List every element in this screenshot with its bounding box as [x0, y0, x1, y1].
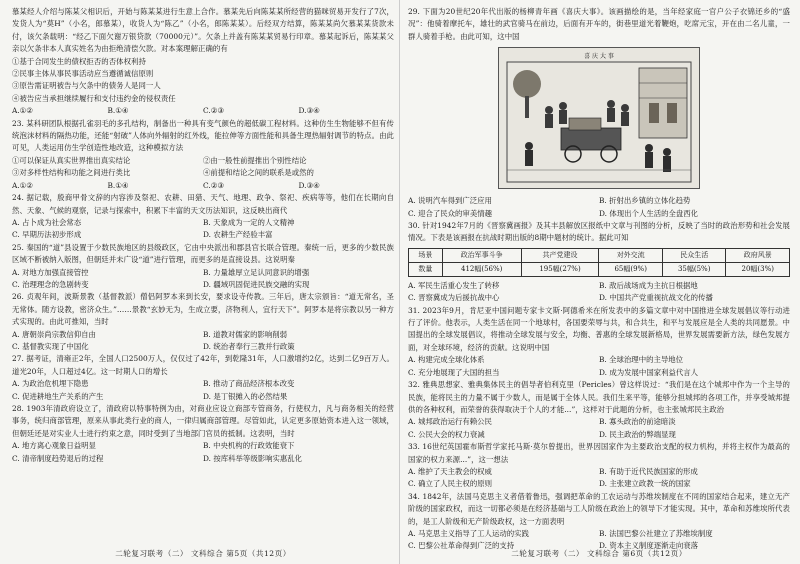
q25-options-row1	[12, 267, 394, 279]
q25-options-row2	[12, 279, 394, 291]
q31-option-a: A. 构建完成全球化体系	[408, 355, 485, 365]
q27-option-b: B. 推动了商品经济根本改变	[203, 379, 295, 389]
question-26: 26. 贞观年间，波斯景教（基督教派）僧侣阿罗本来到长安，要求设寺传教。三年后，唐太宗颁旨：“道无常名，圣无常体。随方设教，密济众生。”……景教“玄妙无为，生成立要，济物利人，宜行天下”。阿罗本是将宗教以另一种方式实现的。由此可推知，当时	[12, 292, 394, 327]
question-24: 24. 据记载，殷商甲骨文辞的内容涉及祭祀、农耕、田猎、天气、地理、政争、祭祀、疾病等等，他们在长期向自然、天象、气候的观察，记录与探索中，积累下丰富的天文历法知识，这反映出商代	[12, 193, 394, 215]
table-header-cell: 对外交流	[599, 248, 663, 262]
question-25: 25. 秦国的“道”县设置于少数民族地区的县级政区，它由中央派出和郡县官长联合管理。秦统一后，更多的少数民族区域不断被纳入版图，但朝廷并未广设“道”进行管理，而更多的是直接设县。这说明秦	[12, 242, 394, 265]
question-28: 28. 1903年清政府设立了，清政府以特事特例为由，对商业应设立商部专管商务，行使权力，凡与商务相关的经营事务，统归商部管理，原来从事此类行业的商人，一律归属商部管理。尽管如此，认定更多原始资本进入这一领域，但朝廷还是对实业人士进行约束之意，同时受到了当地部门官员的抵制。这表明，当时	[12, 404, 394, 438]
q30-table	[408, 248, 790, 277]
q34-option-b: B. 法国巴黎公社建立了苏维埃制度	[599, 528, 713, 538]
table-cell: 412幅(56%)	[442, 262, 521, 276]
table-cell: 数量	[409, 262, 443, 276]
figure-caption: 喜 庆 大 事	[584, 53, 614, 61]
q23-options	[12, 180, 394, 192]
woodblock-illustration	[499, 48, 699, 188]
q32-option-a: A. 城邦政治运行有赖公民	[408, 417, 492, 427]
right-page-footer: 二轮复习联考（二） 文科综合 第6页（共12页）	[511, 549, 687, 558]
q28-option-d: D. 按库科举等级影响实惠乱化	[203, 453, 303, 463]
q26-options-row2	[12, 341, 394, 353]
q22-item-1: ①基于合同发生的债权拒否的否体权利持	[12, 56, 146, 66]
q32-option-b: B. 寡头政治的前途暗淡	[599, 417, 676, 427]
page-left	[12, 6, 394, 540]
q25-option-d: D. 疆域巩固促进民族交融的实现	[203, 279, 310, 289]
q30-option-a: A. 军民生活重心发生了转移	[408, 280, 500, 290]
q29-option-d: D. 体现出个人生活的全盘西化	[599, 208, 699, 218]
q29-option-c: C. 迎合了民众的审美情趣	[408, 208, 492, 218]
q22-option-b: B.①④	[107, 106, 129, 116]
q24-options-row2	[12, 229, 394, 241]
q33-option-a: A. 维护了天主教会的权威	[408, 466, 492, 476]
table-header-cell: 共产党建设	[521, 248, 599, 262]
q33-options-row1	[408, 466, 790, 478]
q23-item-3: ③对多样性结构和功能之间进行类比	[12, 168, 131, 178]
q22-item-2: ②民事主体从事民事活动应当遵循诚信原则	[12, 69, 154, 79]
question-27: 27. 据考证，清雍正2年，全国人口2500万人，仅仅过了42年，到乾隆31年，人口激增约2亿，达到二亿9百万人。道光20年，人口超过4亿。这一时期人口的增长	[12, 354, 394, 376]
q24-option-b: B. 天象成为一定的人文精神	[203, 217, 295, 227]
left-page-footer: 二轮复习联考（二） 文科综合 第5页（共12页）	[115, 549, 291, 558]
q24-option-c: C. 早期历法初步形成	[12, 230, 82, 240]
q33-option-c: C. 确立了人民主权的原则	[408, 479, 492, 489]
page-divider	[399, 0, 400, 564]
q33-option-d: D. 主张建立政教一统的国家	[599, 479, 691, 489]
q28-option-c: C. 清帝制度趋势退后的过程	[12, 453, 104, 463]
q23-option-d: D.③④	[298, 180, 320, 190]
table-cell: 65幅(9%)	[599, 262, 663, 276]
q34-option-a: A. 马克思主义指导了工人运动的实践	[408, 528, 529, 538]
q23-item-4: ④前提和结论之间的联系是或然的	[203, 168, 314, 178]
q22-option-a: A.①②	[12, 106, 33, 116]
q23-items-row1	[12, 155, 394, 167]
q23-item-1: ①可以保证从真实世界推出真实结论	[12, 155, 131, 165]
page-right	[408, 6, 790, 551]
q23-option-a: A.①②	[12, 180, 33, 190]
q30-option-c: C. 晋察冀成为后援抗战中心	[408, 293, 500, 303]
new-year-painting-figure	[498, 47, 700, 189]
q27-option-c: C. 促进耕地生产关系的产生	[12, 391, 104, 401]
q26-option-a: A. 唐朝崇尚宗教信仰自由	[12, 329, 96, 339]
q27-options-row1	[12, 378, 394, 390]
q26-option-d: D. 统治者奉行三教并行政策	[203, 341, 295, 351]
q22-item-4: ④被告应当承担继续履行和支付违约金的侵权责任	[12, 93, 176, 103]
table-cell: 195幅(27%)	[521, 262, 599, 276]
question-22: 慕某经人介绍与陈某父相识后，开始与陈某某进行生意上合作。慕某先后向陈某某所经营的猫咪贸易开发行了7次，发货人为“莫H”（小名，郎慕某），收货人为“陈乙”（小名，郎陈某某）。后经双方结算，陈某某尚欠慕某某货款未付，该欠条载明：“经乙下面欠谢万银贷款（70000元）”。欠条上并盖有陈某某贸易行印章。慕某起诉后，陈某某父亲以欠条非本人真实姓名为由拒绝清偿欠款。对本案理解正确的有	[12, 7, 394, 54]
q34-option-c: C. 巴黎公社革命得到广泛的支持	[408, 541, 515, 551]
q32-options-row1	[408, 416, 790, 428]
question-33: 33. 16世纪英国霍布斯哲学家托马斯·莫尔曾提出，世界因国家作为主要政治支配的权力机构，并将主权作为最高的国家的权力来源...”，这一想法	[408, 442, 790, 464]
table-header-cell: 政府风景	[726, 248, 790, 262]
q26-option-b: B. 道教对儒家的影响削弱	[203, 329, 288, 339]
q30-option-d: D. 中国共产党重视抗战文化的传播	[599, 293, 713, 303]
q26-option-c: C. 基督教实现了中国化	[12, 341, 89, 351]
q30-options-row1	[408, 280, 790, 292]
q30-option-b: B. 敌后战场成为主抗日根据地	[599, 280, 698, 290]
question-30: 30. 针对1942年7月的《晋察冀画报》及其丰县解放区报纸中文章与刊图的分析，反映了当时的政治形势和社会发展情况。下表是该画报在抗战时期出版的8期中题材的统计。据此可知	[408, 221, 790, 243]
q23-items-row2	[12, 167, 394, 179]
q24-option-a: A. 占卜成为社会常态	[12, 217, 82, 227]
q33-options-row2	[408, 478, 790, 490]
q32-option-d: D. 民主政治的弊端显现	[599, 429, 676, 439]
q27-option-d: D. 是丁银摊入的必然结果	[203, 391, 288, 401]
question-32: 32. 雅典思想家、雅典集体民主的倡导者伯利克里（Pericles）曾这样说过：“我们是在这个城邦中作为一个主导的民族，能将民主的力量不属于少数人，而是属于全体人民。我们生来平等，能够分担城邦的各项工作，并享受城邦提供的各种权利，而荣誉的获得取决于个人的才能...”，这样对于此题的分析，也主张城邦民主政治	[408, 380, 790, 414]
table-cell: 20幅(3%)	[726, 262, 790, 276]
table-header-cell: 民众生活	[662, 248, 726, 262]
q29-options-row2	[408, 208, 790, 220]
q22-item-3: ③原告需证明被告与欠条中的债务人是同一人	[12, 81, 161, 91]
q32-option-c: C. 公民大会的权力衰减	[408, 429, 485, 439]
q28-options-row2	[12, 453, 394, 465]
q28-option-b: B. 中央机构的行政效能衰下	[203, 441, 295, 451]
q22-option-d: D.③④	[298, 106, 320, 116]
q25-option-b: B. 力量雄厚立足认同意识的增强	[203, 267, 310, 277]
q33-option-b: B. 有助于近代民族国家的形成	[599, 466, 698, 476]
table-cell: 35幅(5%)	[662, 262, 726, 276]
q24-option-d: D. 农耕生产经验丰富	[203, 230, 273, 240]
q28-option-a: A. 地方离心观象日益明显	[12, 441, 96, 451]
q28-options-row1	[12, 440, 394, 452]
q25-option-c: C. 治理理念的急剧转变	[12, 279, 89, 289]
q23-option-b: B.①④	[107, 180, 129, 190]
q31-option-b: B. 全球治理中的主导地位	[599, 355, 684, 365]
q27-option-a: A. 为政治危机埋下隐患	[12, 379, 89, 389]
q32-options-row2	[408, 429, 790, 441]
table-header-cell: 政治军事斗争	[442, 248, 521, 262]
question-34: 34. 1842年，法国马克思主义者借着鲁迅，强调把革命的工农运动与苏维埃制度在不同的国家结合起来，建立无产阶级的国家政权，而这一切都必须是在经济基础与工人阶级在政治上的领导下才能实现。其中，革命和苏维埃所代表的，是工人阶级和无产阶级政权，这一方面表明	[408, 491, 790, 526]
q29-option-b: B. 折射出乡镇的立体化趋势	[599, 196, 691, 206]
q31-option-c: C. 充分地展现了大国的担当	[408, 367, 500, 377]
q30-options-row2	[408, 292, 790, 304]
table-header-cell: 场景	[409, 248, 443, 262]
question-31: 31. 2023年9月，肯尼亚中国问题专家卡文斯·阿德希米在所发表中的多篇文章中对中国推进全球发展倡议等行动进行了评价。他表示，人类生活在同一个地球村，各国要荣辱与共，和合共生，和平与发展应是全人类的共同愿景。中国提出的全球发展倡议，将推动全球发展与安全，均衡、普惠的全球发展新格局，世界发展需要新方法，绿色发展方面，对全球环境，经济的贡献。这说明中国	[408, 305, 790, 352]
q22-option-c: C.②③	[203, 106, 224, 116]
q29-options-row1	[408, 195, 790, 207]
q24-options-row1	[12, 217, 394, 229]
table-header-row	[409, 248, 790, 262]
q22-options	[12, 105, 394, 117]
q26-options-row1	[12, 329, 394, 341]
q23-item-2: ②由一般性前提推出个别性结论	[203, 155, 307, 165]
q34-option-d: D. 资本主义制度逐渐走向衰落	[599, 541, 699, 551]
q31-option-d: D. 成为发展中国家利益代言人	[599, 367, 699, 377]
q34-options-row1	[408, 528, 790, 540]
q29-option-a: A. 说明汽车得到广泛应用	[408, 196, 492, 206]
q25-option-a: A. 对地方加强直接管控	[12, 267, 89, 277]
question-29: 29. 下面为20世纪20年代出版的杨柳青年画《喜庆大事》。该画描绘的是，当年经家庭一官户公子衣锦还乡的“盛况”：他骑着摩托车，雄壮的武官骑马在前边，后面有开车的，街巷里道光着鞭炮，吃席元宝，开在由二名儿童，一群人骑着手枪。由此可知，这中国	[408, 7, 790, 41]
q23-option-c: C.②③	[203, 180, 224, 190]
table-row	[409, 262, 790, 276]
q27-options-row2	[12, 391, 394, 403]
q31-options-row1	[408, 354, 790, 366]
question-23: 23. 某科研团队根据孔雀羽毛的多孔结构，制备出一种具有变气颜色的超低碳工程材料。这种仿生生物能够不但有传统泡沫材料的隔热功能，还能“射破”人体向外辐射的红外线，能拉伸等方面性能和具备生理热辐射调节的特点。由此可见，人类运用仿生学创造性地改造，这种模拟方法	[12, 118, 394, 153]
q31-options-row2	[408, 367, 790, 379]
